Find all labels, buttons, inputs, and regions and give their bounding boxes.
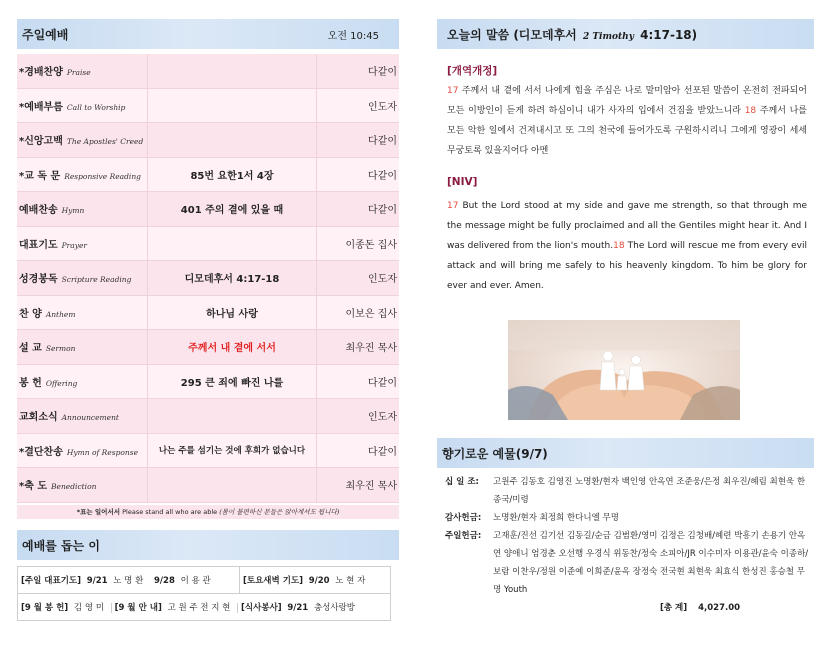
- helpers-label: [주일 대표기도]: [21, 576, 81, 586]
- helpers-name: 이 용 관: [180, 576, 211, 586]
- verse-text: The Lord will rescue me from every evil attack and will bring me safely to his heavenly kingdom. To him be glory for ever and ever. Amen.: [447, 241, 808, 291]
- worship-element-en: Prayer: [61, 240, 88, 250]
- worship-element: [17, 157, 148, 192]
- helpers-table: [17, 566, 391, 621]
- offering-sunday: [445, 527, 815, 599]
- scripture-header: [437, 19, 814, 49]
- verse-number: 17: [447, 86, 459, 96]
- worship-element-en: Benediction: [51, 482, 97, 492]
- worship-detail: [148, 88, 317, 123]
- worship-row: [17, 364, 399, 399]
- helpers-label: [9 월 안 내]: [114, 603, 162, 613]
- worship-detail: [148, 468, 317, 503]
- helpers-row: [18, 567, 391, 594]
- worship-row: [17, 54, 399, 88]
- helpers-label: [9 월 봉 헌]: [21, 603, 69, 613]
- korean-passage: [447, 81, 807, 161]
- helpers-name: 김 영 미: [73, 603, 104, 613]
- worship-row: [17, 468, 399, 503]
- helpers-label: [식사봉사]: [241, 603, 282, 613]
- worship-leader: 다같이: [317, 54, 400, 88]
- worship-detail: [148, 123, 317, 158]
- verse-text: 주께서 나를 모든 악한 일에서 건져내시고 또 그의 천국에 들어가도록 구원하시리니 그에게 영광이 세세무궁토록 있을지어다 아멘: [447, 106, 807, 156]
- worship-detail: 401 주의 곁에 있을 때: [148, 192, 317, 227]
- worship-element: [17, 468, 148, 503]
- offering-label: 십 일 조:: [445, 477, 479, 487]
- worship-header: [17, 19, 399, 49]
- worship-element-ko: *축 도: [19, 481, 48, 493]
- hands-family-photo: [508, 320, 740, 420]
- stand-note: [17, 505, 399, 519]
- worship-row: [17, 433, 399, 468]
- offering-title: 향기로운 예물(9/7): [442, 446, 548, 461]
- worship-element: [17, 123, 148, 158]
- worship-element-ko: 봉 헌: [19, 377, 42, 389]
- worship-row: [17, 399, 399, 434]
- worship-row: [17, 226, 399, 261]
- worship-element-ko: 대표기도: [19, 239, 58, 251]
- worship-element-en: Announcement: [61, 413, 119, 423]
- worship-element-ko: 교회소식: [19, 412, 58, 424]
- helpers-name: 노 명 환: [113, 576, 144, 586]
- korean-version-heading: [개역개정]: [447, 65, 498, 77]
- worship-leader: 다같이: [317, 364, 400, 399]
- worship-row: [17, 330, 399, 365]
- verse-number: 17: [447, 201, 459, 211]
- scripture-title-prefix: 오늘의 말씀 (디모데후서: [447, 27, 577, 42]
- offering-total: [660, 601, 740, 613]
- worship-element: [17, 295, 148, 330]
- helpers-label: [토요새벽 기도]: [243, 576, 303, 586]
- helpers-header: [17, 530, 399, 560]
- verse-number: 18: [613, 241, 625, 251]
- worship-element-en: Praise: [66, 68, 91, 78]
- worship-element-en: Scripture Reading: [61, 275, 132, 285]
- total-value: 4,027.00: [698, 603, 741, 613]
- offering-label: 감사헌금:: [445, 513, 482, 523]
- worship-row: [17, 261, 399, 296]
- worship-element: [17, 261, 148, 296]
- worship-time: 오전 10:45: [327, 30, 379, 42]
- hands-family-illustration: [508, 320, 740, 420]
- offering-header: [437, 438, 814, 468]
- stand-note-en: Please stand all who are able: [122, 508, 218, 516]
- worship-row: [17, 192, 399, 227]
- worship-row: [17, 123, 399, 158]
- worship-element-en: Anthem: [45, 309, 76, 319]
- worship-element: [17, 54, 148, 88]
- helpers-name: 노 현 자: [335, 576, 366, 586]
- worship-leader: 이종돈 집사: [317, 226, 400, 261]
- helpers-cell-prayer: [18, 567, 240, 594]
- worship-element-ko: 성경봉독: [19, 274, 58, 286]
- worship-leader: 다같이: [317, 123, 400, 158]
- worship-element-en: Responsive Reading: [64, 171, 141, 181]
- scripture-title-en: 2 Timothy: [582, 31, 634, 42]
- worship-detail: [148, 54, 317, 88]
- worship-row: [17, 295, 399, 330]
- worship-element: [17, 364, 148, 399]
- worship-leader: 최우진 목사: [317, 468, 400, 503]
- helpers-date: 9/20: [308, 576, 330, 586]
- helpers-date: 9/21: [287, 603, 309, 613]
- worship-element-ko: 예배찬송: [19, 205, 58, 217]
- worship-element-ko: *신앙고백: [19, 136, 63, 148]
- worship-detail: [148, 399, 317, 434]
- total-label: [총 계]: [660, 603, 688, 613]
- worship-element-en: Offering: [45, 378, 78, 388]
- worship-row: [17, 157, 399, 192]
- worship-element-ko: 찬 양: [19, 308, 42, 320]
- worship-detail: 85번 요한1서 4장: [148, 157, 317, 192]
- offering-label: 주일헌금:: [445, 531, 482, 541]
- worship-detail: 디모데후서 4:17-18: [148, 261, 317, 296]
- worship-element: [17, 88, 148, 123]
- helpers-title: 예배를 돕는 이: [22, 538, 100, 553]
- worship-element-ko: 설 교: [19, 343, 42, 355]
- worship-leader: 다같이: [317, 192, 400, 227]
- worship-detail: 나는 주를 섬기는 것에 후회가 없습니다: [148, 433, 317, 468]
- worship-element-en: Hymn of Response: [66, 447, 139, 457]
- worship-element: [17, 399, 148, 434]
- worship-element-en: Sermon: [45, 344, 76, 354]
- worship-detail: 주께서 내 곁에 서서: [148, 330, 317, 365]
- worship-element-ko: *교 독 문: [19, 170, 61, 182]
- niv-heading: [NIV]: [447, 176, 478, 188]
- worship-title: 주일예배: [22, 27, 69, 42]
- worship-leader: 인도자: [317, 261, 400, 296]
- offering-names: 노명환/현자 최정희 한다니엘 무명: [493, 513, 619, 523]
- helpers-cell-dawn: [240, 567, 391, 594]
- scripture-title-suffix: 4:17-18): [640, 27, 698, 42]
- stand-note-paren: (몸이 불편하신 분들은 앉아계셔도 됩니다): [219, 508, 340, 516]
- verse-text: 주께서 내 곁에 서서 나에게 힘을 주심은 나로 말미암아 선포된 말씀이 온전히 전파되어 모든 이방인이 듣게 하려 하심이니 내가 사자의 입에서 건짐을 받았느니라: [447, 86, 807, 116]
- helpers-date: 9/21: [86, 576, 108, 586]
- offering-thanks: [445, 509, 815, 527]
- helpers-date: 9/28: [154, 576, 175, 586]
- stand-note-ko: *표는 일어서서: [76, 508, 121, 516]
- scripture-title: [447, 26, 697, 43]
- worship-row: [17, 88, 399, 123]
- worship-detail: 하나님 사랑: [148, 295, 317, 330]
- helpers-name: 고 원 주 전 지 현: [167, 603, 231, 613]
- worship-element-ko: *경배찬양: [19, 67, 63, 79]
- worship-leader: 다같이: [317, 433, 400, 468]
- helpers-cell-misc: [18, 594, 391, 621]
- worship-element: [17, 192, 148, 227]
- worship-element-ko: *예배부름: [19, 101, 63, 113]
- helpers-name: 충성사랑방: [313, 603, 355, 613]
- worship-element-en: Hymn: [61, 206, 85, 216]
- worship-leader: 이보은 집사: [317, 295, 400, 330]
- worship-detail: 295 큰 죄에 빠진 나를: [148, 364, 317, 399]
- verse-number: 18: [744, 106, 757, 116]
- niv-passage: [447, 196, 807, 296]
- offering-tithe: [445, 473, 815, 509]
- worship-detail: [148, 226, 317, 261]
- worship-element-en: The Apostles' Creed: [66, 137, 144, 147]
- offering-names: 고원주 김동호 김영진 노명환/현자 백인영 안옥연 조준웅/은정 최우진/혜림 최현욱 한종국/미령: [493, 477, 806, 505]
- worship-element: [17, 433, 148, 468]
- worship-leader: 인도자: [317, 88, 400, 123]
- worship-element: [17, 226, 148, 261]
- worship-leader: 다같이: [317, 157, 400, 192]
- worship-element-en: Call to Worship: [66, 102, 126, 112]
- offering-names: 고재훈/진선 김기선 김동길/순금 김범환/영미 김정은 김청배/혜련 박흥기 손용기 안옥연 양애니 엄경춘 오선행 우경식 위동찬/정숙 소피아/JR 이수미자 이용관/윤숙 이종하/보람 이찬우/정원 이준예 이희준/윤옥 장정숙 전국현 최현욱 최효식 한성진 홍승철 무명 Youth: [493, 531, 809, 595]
- verse-text: But the Lord stood at my side and gave me strength, so that through me the message might be fully proclaimed and all the Gentiles might hear it. And I was delivered from the lion's mouth.: [447, 201, 807, 251]
- helpers-row: [18, 594, 391, 621]
- worship-element: [17, 330, 148, 365]
- worship-order-table: [17, 54, 399, 503]
- worship-element-ko: *결단찬송: [19, 446, 63, 458]
- worship-leader: 최우진 목사: [317, 330, 400, 365]
- worship-leader: 인도자: [317, 399, 400, 434]
